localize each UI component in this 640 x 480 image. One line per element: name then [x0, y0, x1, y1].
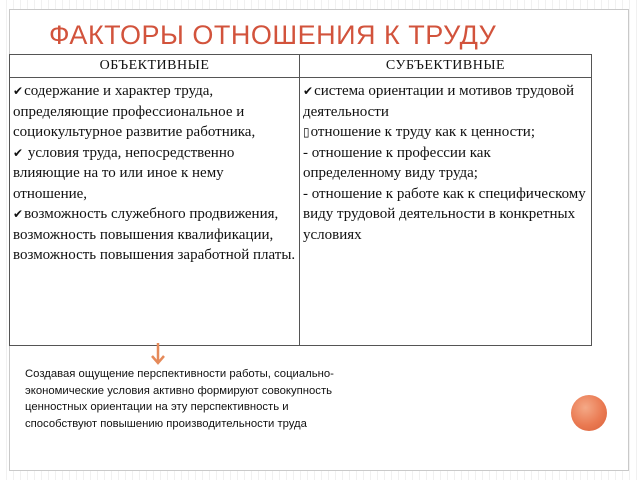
down-arrow-icon [150, 343, 166, 365]
subjective-item: - отношение к профессии как определенному виду труда; [303, 144, 491, 181]
objective-item: ✔ возможность служебного продвижения, возможность повышения квалификации, возможность повышения заработной платы. [13, 204, 296, 266]
decorative-circle [571, 395, 607, 431]
note-text: Создавая ощущение перспективности работы, социально-экономические условия активно формируют совокупность ценностных ориентации на эту перспективность и способствуют повышению производительности труда [25, 368, 334, 430]
slide-title: ФАКТОРЫ ОТНОШЕНИЯ К ТРУДУ [49, 20, 497, 50]
subjective-item: - отношение к работе как к специфическому виду трудовой деятельности в конкретных условиях [303, 185, 586, 243]
objective-item: ✔ условия труда, непосредственно влияющие на то или иное к нему отношение, [13, 143, 296, 205]
factors-table [9, 54, 592, 346]
subjective-item: ▯ отношение к труду как к ценности; [303, 122, 588, 143]
objective-item: ✔ содержание и характер труда, определяющие профессиональное и социокультурное развитие работника, [13, 81, 296, 143]
subjective-item: ✔ система ориентации и мотивов трудовой деятельности [303, 81, 588, 122]
objective-cell [10, 78, 300, 346]
header-objective: ОБЪЕКТИВНЫЕ [10, 55, 300, 78]
header-subjective: СУБЪЕКТИВНЫЕ [300, 55, 592, 78]
subjective-cell [300, 78, 592, 346]
